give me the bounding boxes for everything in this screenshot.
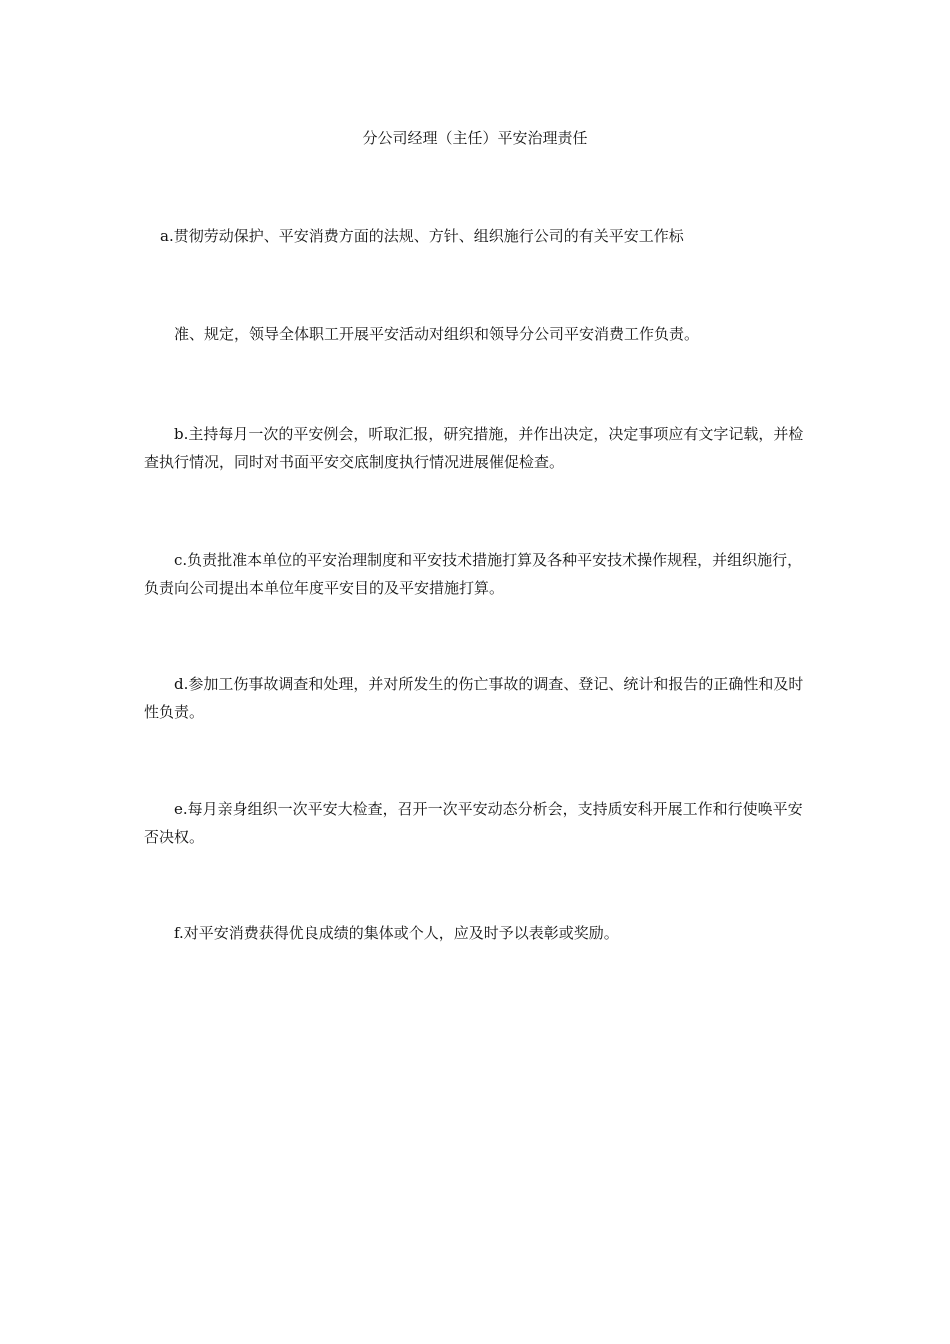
paragraph-f: f.对平安消费获得优良成绩的集体或个人，应及时予以表彰或奖励。 [174,924,619,942]
document-title: 分公司经理（主任）平安治理责任 [362,129,588,147]
paragraph-c: c.负责批准本单位的平安治理制度和平安技术措施打算及各种平安技术操作规程，并组织施行，负责向公司提出本单位年度平安目的及平安措施打算。 [144,551,803,597]
paragraph-a-line1: a.贯彻劳动保护、平安消费方面的法规、方针、组织施行公司的有关平安工作标 [160,227,684,245]
paragraph-d: d.参加工伤事故调查和处理，并对所发生的伤亡事故的调查、登记、统计和报告的正确性和及时性负责。 [144,675,804,721]
paragraph-b: b.主持每月一次的平安例会，听取汇报，研究措施，并作出决定，决定事项应有文字记载，并检查执行情况，同时对书面平安交底制度执行情况进展催促检查。 [144,425,804,471]
paragraph-e: e.每月亲身组织一次平安大检查，召开一次平安动态分析会，支持质安科开展工作和行使唤平安否决权。 [144,800,803,846]
paragraph-a-line2: 准、规定，领导全体职工开展平安活动对组织和领导分公司平安消费工作负责。 [174,325,700,343]
